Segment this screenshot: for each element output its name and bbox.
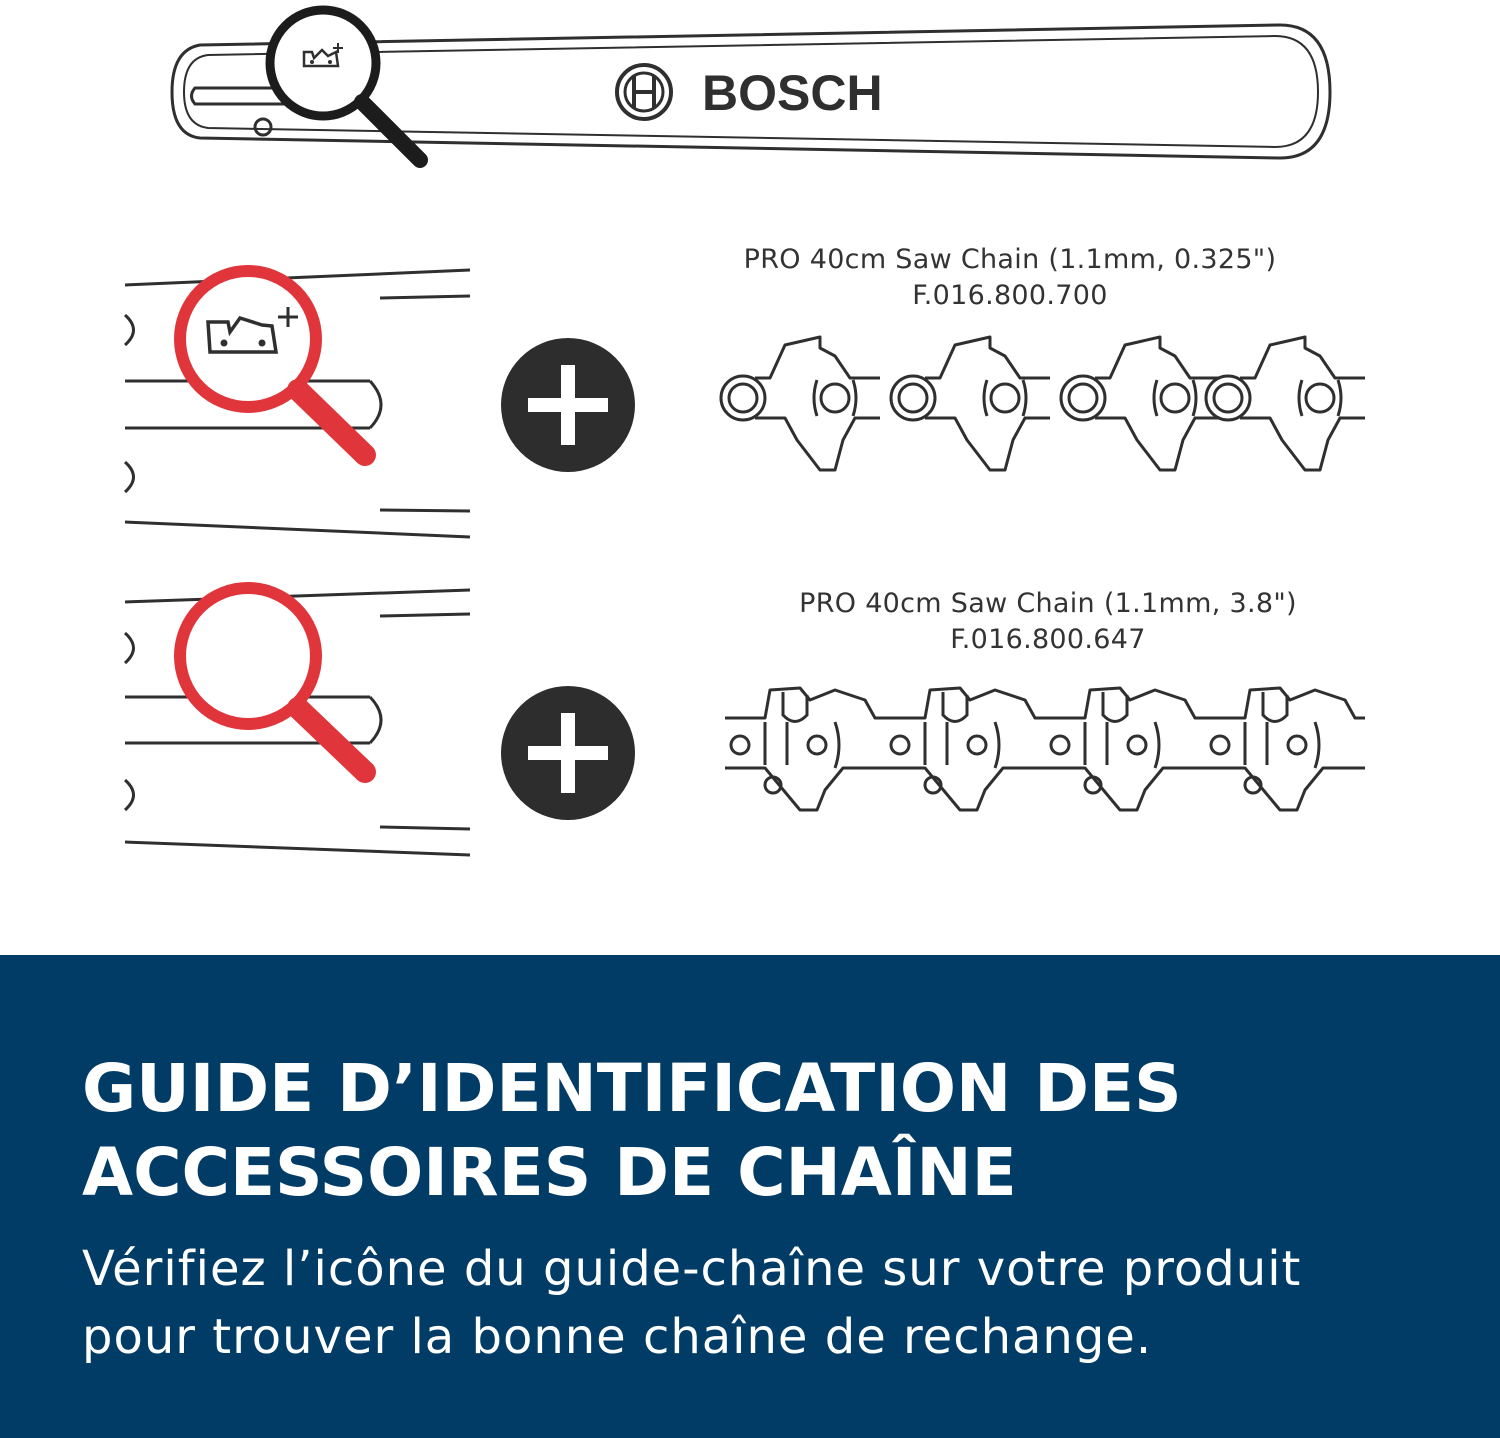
saw-chain-1 xyxy=(721,320,1392,480)
part-number: F.016.800.647 xyxy=(950,624,1146,655)
banner-description xyxy=(82,1235,1462,1371)
chain-label-2 xyxy=(728,586,1368,658)
plus-icon xyxy=(501,338,635,472)
bosch-logo-icon xyxy=(617,65,671,119)
bosch-brand-text: BOSCH xyxy=(702,65,883,121)
banner-title-line: GUIDE D’IDENTIFICATION DES xyxy=(82,1050,1182,1127)
banner-title xyxy=(82,1047,1442,1215)
info-banner xyxy=(0,955,1500,1438)
guide-bar xyxy=(172,10,1330,160)
banner-desc-line: pour trouver la bonne chaîne de rechange. xyxy=(82,1309,1153,1365)
chain-name: PRO 40cm Saw Chain (1.1mm, 3.8") xyxy=(799,588,1297,619)
chain-label-1 xyxy=(690,242,1330,314)
saw-chain-2 xyxy=(725,680,1392,820)
banner-desc-line: Vérifiez l’icône du guide-chaîne sur votre produit xyxy=(82,1241,1302,1297)
banner-title-line: ACCESSOIRES DE CHAÎNE xyxy=(82,1134,1017,1211)
plus-icon xyxy=(501,686,635,820)
chain-name: PRO 40cm Saw Chain (1.1mm, 0.325") xyxy=(743,244,1277,275)
part-number: F.016.800.700 xyxy=(912,280,1108,311)
